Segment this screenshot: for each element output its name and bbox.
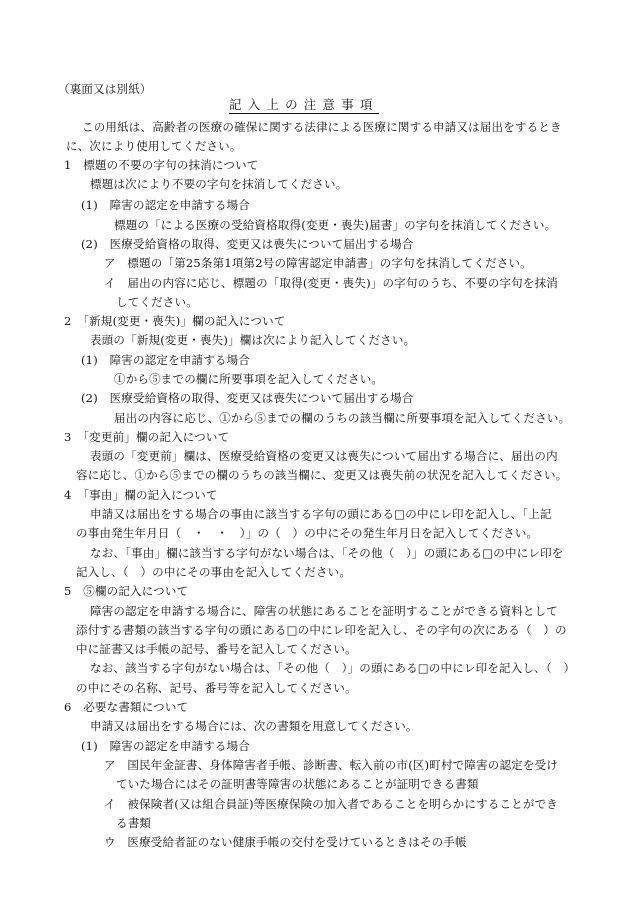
text-line: なお、該当する字句がない場合は、「その他（ ）」の頭にある□の中にレ印を記入し、（ ） — [90, 661, 576, 675]
text-line: してください。 — [116, 295, 198, 309]
section-heading: 6 必要な書類について — [64, 700, 189, 714]
text-line: ア 標題の「第25条第1項第2号の障害認定申請書」の字句を抹消してください。 — [104, 256, 532, 270]
section-heading: 1 標題の不要の字句の抹消について — [64, 158, 259, 172]
text-line: イ 被保険者(又は組合員証)等医療保険の加入者であることを明らかにすることができ — [104, 797, 558, 811]
text-line: なお、「事由」欄に該当する字句がない場合は、「その他（ ）」の頭にある□の中にレ印を — [90, 546, 564, 560]
text-line: 申請又は届出をする場合の事由に該当する字句の頭にある□の中にレ印を記入し、「上記 — [90, 507, 552, 521]
subsection-heading: (1) 障害の認定を申請する場合 — [81, 353, 250, 367]
section-heading: 4 「事由」欄の記入について — [64, 488, 218, 502]
text-line: 標題の「による医療の受給資格取得(変更・喪失)届書」の字句を抹消してください。 — [114, 218, 557, 232]
header-note: （裏面又は別紙） — [58, 82, 152, 96]
text-line: 標題は次により不要の字句を抹消してください。 — [90, 177, 348, 191]
text-line: この用紙は、高齢者の医療の確保に関する法律による医療に関する申請又は届出をするとき — [82, 120, 562, 134]
text-line: の中にその名称、記号、番号等を記入してください。 — [76, 681, 357, 695]
text-line: 障害の認定を申請する場合に、障害の状態にあることを証明することができる資料として — [90, 604, 558, 618]
text-line: ①から⑤までの欄に所要事項を記入してください。 — [114, 372, 384, 386]
text-line: ていた場合にはその証明書等障害の状態にあることが証明できる書類 — [116, 777, 479, 791]
text-line: 届出の内容に応じ、①から⑤までの欄のうちの該当欄に所要事項を記入してください。 — [114, 411, 571, 425]
text-line: 申請又は届出をする場合には、次の書類を用意してください。 — [90, 719, 418, 733]
text-line: 添付する書類の該当する字句の頭にある□の中にレ印を記入し、その字句の次にある（ ）の — [76, 623, 567, 637]
text-line: 表頭の「新規(変更・喪失)」欄は次により記入してください。 — [90, 333, 416, 347]
section-heading: 2 「新規(変更・喪失)」欄の記入について — [64, 314, 286, 328]
text-line: に、次により使用してください。 — [66, 139, 242, 153]
document-title: 記入上の注意事項 — [229, 97, 379, 112]
text-line: 中に証書又は手帳の記号、番号を記入してください。 — [76, 642, 357, 656]
section-heading: 3 「変更前」欄の記入について — [64, 430, 230, 444]
text-line: 表頭の「変更前」欄は、医療受給資格の変更又は喪失について届出する場合に、届出の内 — [90, 449, 558, 463]
text-line: イ 届出の内容に応じ、標題の「取得(変更・喪失)」の字句のうち、不要の字句を抹消 — [104, 276, 558, 290]
section-heading: 5 ⑤欄の記入について — [64, 584, 189, 598]
text-line: ア 国民年金証書、身体障害者手帳、診断書、転入前の市(区)町村で障害の認定を受け — [104, 758, 558, 772]
subsection-heading: (1) 障害の認定を申請する場合 — [81, 739, 250, 753]
text-line: 記入し、（ ）の中にその事由を記入してください。 — [76, 565, 352, 579]
subsection-heading: (1) 障害の認定を申請する場合 — [81, 198, 250, 212]
text-line: 容に応じ、①から⑤までの欄のうちの該当欄に、変更又は喪失前の状況を記入してください。 — [76, 468, 568, 482]
text-line: の事由発生年月日（ ・ ・ ）」の（ ）の中にその発生年月日を記入してください。 — [76, 526, 539, 540]
text-line: ウ 医療受給者証のない健康手帳の交付を受けているときはその手帳 — [104, 835, 467, 849]
text-line: る書類 — [116, 816, 152, 830]
subsection-heading: (2) 医療受給資格の取得、変更又は喪失について届出する場合 — [81, 237, 414, 251]
subsection-heading: (2) 医療受給資格の取得、変更又は喪失について届出する場合 — [81, 391, 414, 405]
